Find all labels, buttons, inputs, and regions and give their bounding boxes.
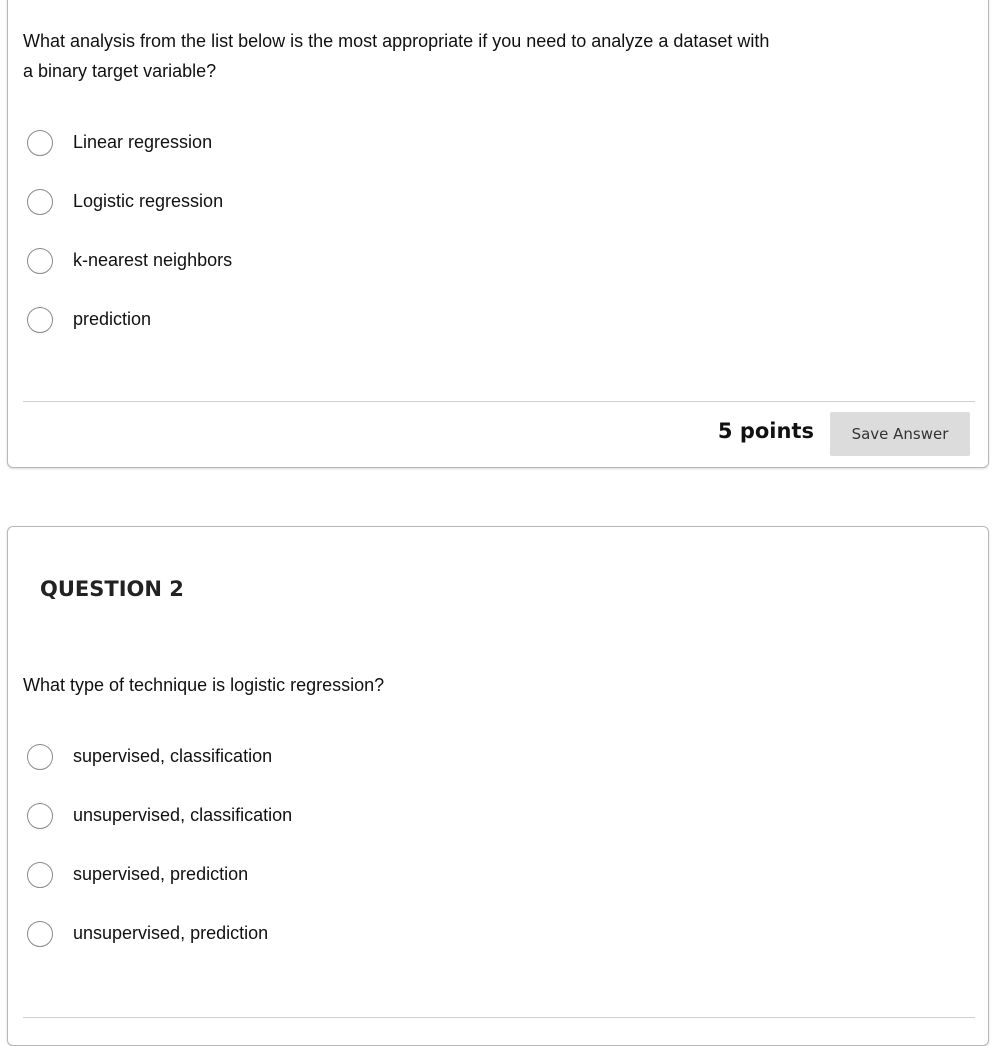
option-logistic-regression[interactable] (27, 172, 232, 231)
option-label: prediction (73, 309, 152, 329)
question-1-options (27, 113, 232, 349)
question-title: QUESTION 2 (40, 577, 184, 601)
option-label: unsupervised, prediction (73, 923, 269, 943)
question-2-card (7, 526, 989, 1046)
option-supervised-classification[interactable] (27, 727, 292, 786)
option-label: k-nearest neighbors (73, 250, 233, 270)
radio-button[interactable] (27, 803, 53, 829)
points-value: 5 points (717, 419, 814, 443)
option-unsupervised-classification[interactable] (27, 786, 292, 845)
option-k-nearest-neighbors[interactable] (27, 231, 232, 290)
question-2-options (27, 727, 292, 963)
question-2-prompt: What type of technique is logistic regression? (23, 675, 385, 695)
option-prediction[interactable] (27, 290, 232, 349)
question-1-card (7, 0, 989, 468)
radio-button[interactable] (27, 744, 53, 770)
save-answer-button[interactable]: Save Answer (830, 412, 970, 456)
radio-button[interactable] (27, 248, 53, 274)
radio-button[interactable] (27, 130, 53, 156)
radio-button[interactable] (27, 189, 53, 215)
option-label: Linear regression (73, 132, 213, 152)
option-label: supervised, prediction (73, 864, 249, 884)
divider (23, 1017, 975, 1018)
option-label: supervised, classification (73, 746, 273, 766)
divider (23, 401, 975, 402)
radio-button[interactable] (27, 307, 53, 333)
option-unsupervised-prediction[interactable] (27, 904, 292, 963)
radio-button[interactable] (27, 862, 53, 888)
radio-button[interactable] (27, 921, 53, 947)
option-label: unsupervised, classification (73, 805, 293, 825)
question-1-prompt: What analysis from the list below is the most appropriate if you need to analyze a dataset with a binary target variable? (23, 31, 770, 81)
option-label: Logistic regression (73, 191, 224, 211)
option-linear-regression[interactable] (27, 113, 232, 172)
option-supervised-prediction[interactable] (27, 845, 292, 904)
